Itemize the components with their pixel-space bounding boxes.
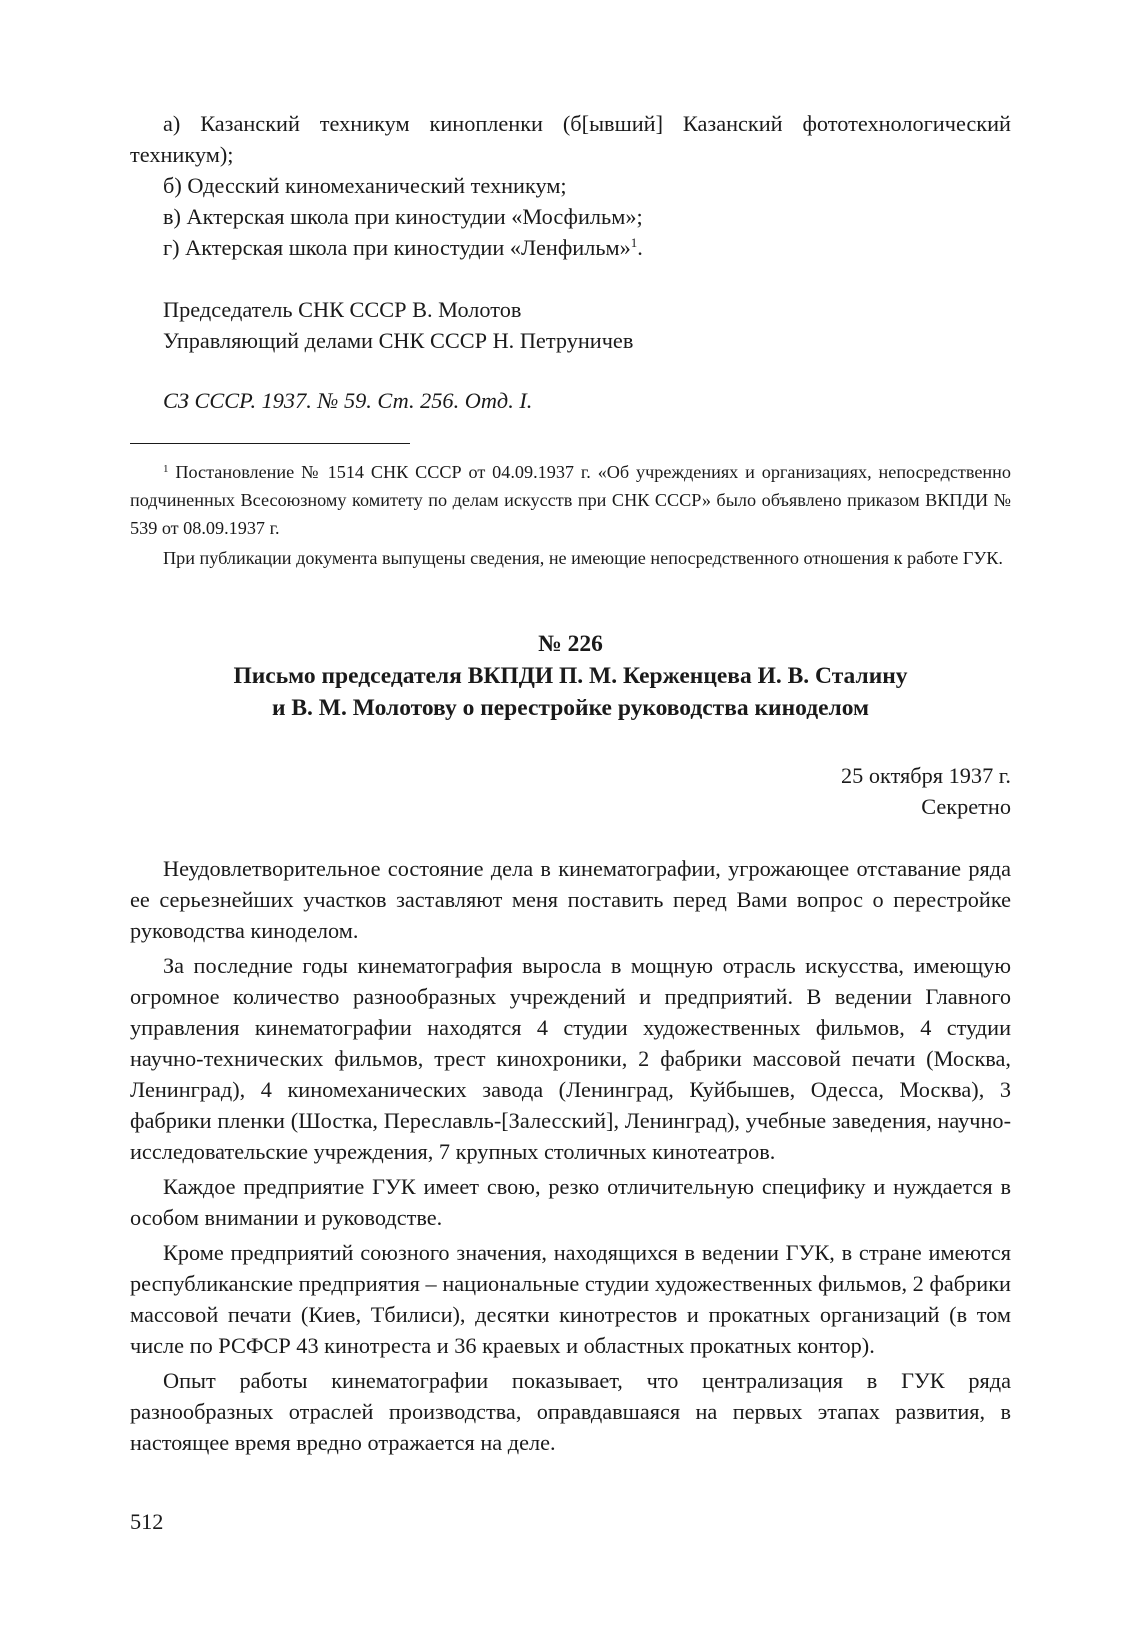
source-citation: СЗ СССР. 1937. № 59. Ст. 256. Отд. I. — [163, 388, 533, 413]
list-item: б) Одесский киномеханический техникум; — [163, 173, 567, 198]
page-number: 512 — [130, 1509, 164, 1534]
letter-body — [130, 853, 1011, 1458]
footnote: При публикации документа выпущены сведения, не имеющие непосредственного отношения к работе ГУК. — [163, 548, 1003, 568]
document-meta — [130, 760, 1011, 822]
signatures — [130, 294, 1011, 356]
list-item: а) Казанский техникум кинопленки (б[ывший] Казанский фототехнологический техникум); — [130, 111, 1011, 167]
list-item-text: г) Актерская школа при киностудии «Ленфильм» — [163, 235, 631, 260]
paragraph: Опыт работы кинематографии показывает, что централизация в ГУК ряда разнообразных отраслей производства, оправдавшаяся на первых этапах развития, в настоящее время вредно отражается на деле. — [130, 1368, 1011, 1455]
signature-line: Председатель СНК СССР В. Молотов — [163, 297, 522, 322]
footnote-text: Постановление № 1514 СНК СССР от 04.09.1937 г. «Об учреждениях и организациях, непосредственно подчиненных Всесоюзному комитету по делам искусств при СНК СССР» было объявлено приказом ВКПДИ № 539 от 08.09.1937 г. — [130, 462, 1011, 538]
document-title-line: и В. М. Молотову о перестройке руководства киноделом — [271, 695, 870, 721]
footnote-mark: 1 — [163, 463, 169, 475]
footnote-divider — [130, 443, 410, 444]
footnote — [130, 458, 1011, 542]
institution-list — [130, 108, 1011, 263]
list-item: в) Актерская школа при киностудии «Мосфильм»; — [163, 204, 643, 229]
document-title-line: Письмо председателя ВКПДИ П. М. Керженцева И. В. Сталину — [233, 663, 908, 689]
paragraph: Каждое предприятие ГУК имеет свою, резко отличительную специфику и нуждается в особом внимании и руководстве. — [130, 1174, 1011, 1230]
document-heading — [130, 628, 1011, 724]
list-item — [130, 232, 1011, 263]
document-classification: Секретно — [921, 794, 1011, 819]
paragraph: Кроме предприятий союзного значения, находящихся в ведении ГУК, в стране имеются республиканские предприятия – национальные студии художественных фильмов, 2 фабрики массовой печати (Киев, Тбилиси), десятки кинотрестов и прокатных организаций (в том числе по РСФСР 43 кинотреста и 36 краевых и областных прокатных контор). — [130, 1240, 1011, 1358]
list-item-end: . — [637, 235, 643, 260]
paragraph: Неудовлетворительное состояние дела в кинематографии, угрожающее отставание ряда ее серьезнейших участков заставляют меня поставить перед Вами вопрос о перестройке руководства киноделом. — [130, 856, 1011, 943]
page-content — [130, 108, 1011, 1462]
document-date: 25 октября 1937 г. — [841, 763, 1011, 788]
paragraph: За последние годы кинематография выросла в мощную отрасль искусства, имеющую огромное количество разнообразных учреждений и предприятий. В ведении Главного управления кинематографии находятся 4 студии художественных фильмов, 4 студии научно-технических фильмов, трест кинохроники, 2 фабрики массовой печати (Москва, Ленинград), 4 киномеханических завода (Ленинград, Куйбышев, Одесса, Москва), 3 фабрики пленки (Шостка, Переславль-[Залесский], Ленинград), учебные заведения, научно-исследовательские учреждения, 7 крупных столичных кинотеатров. — [130, 953, 1011, 1164]
document-number: № 226 — [538, 631, 603, 657]
footnote-reference: 1 — [630, 235, 638, 250]
signature-line: Управляющий делами СНК СССР Н. Петруничев — [163, 328, 634, 353]
